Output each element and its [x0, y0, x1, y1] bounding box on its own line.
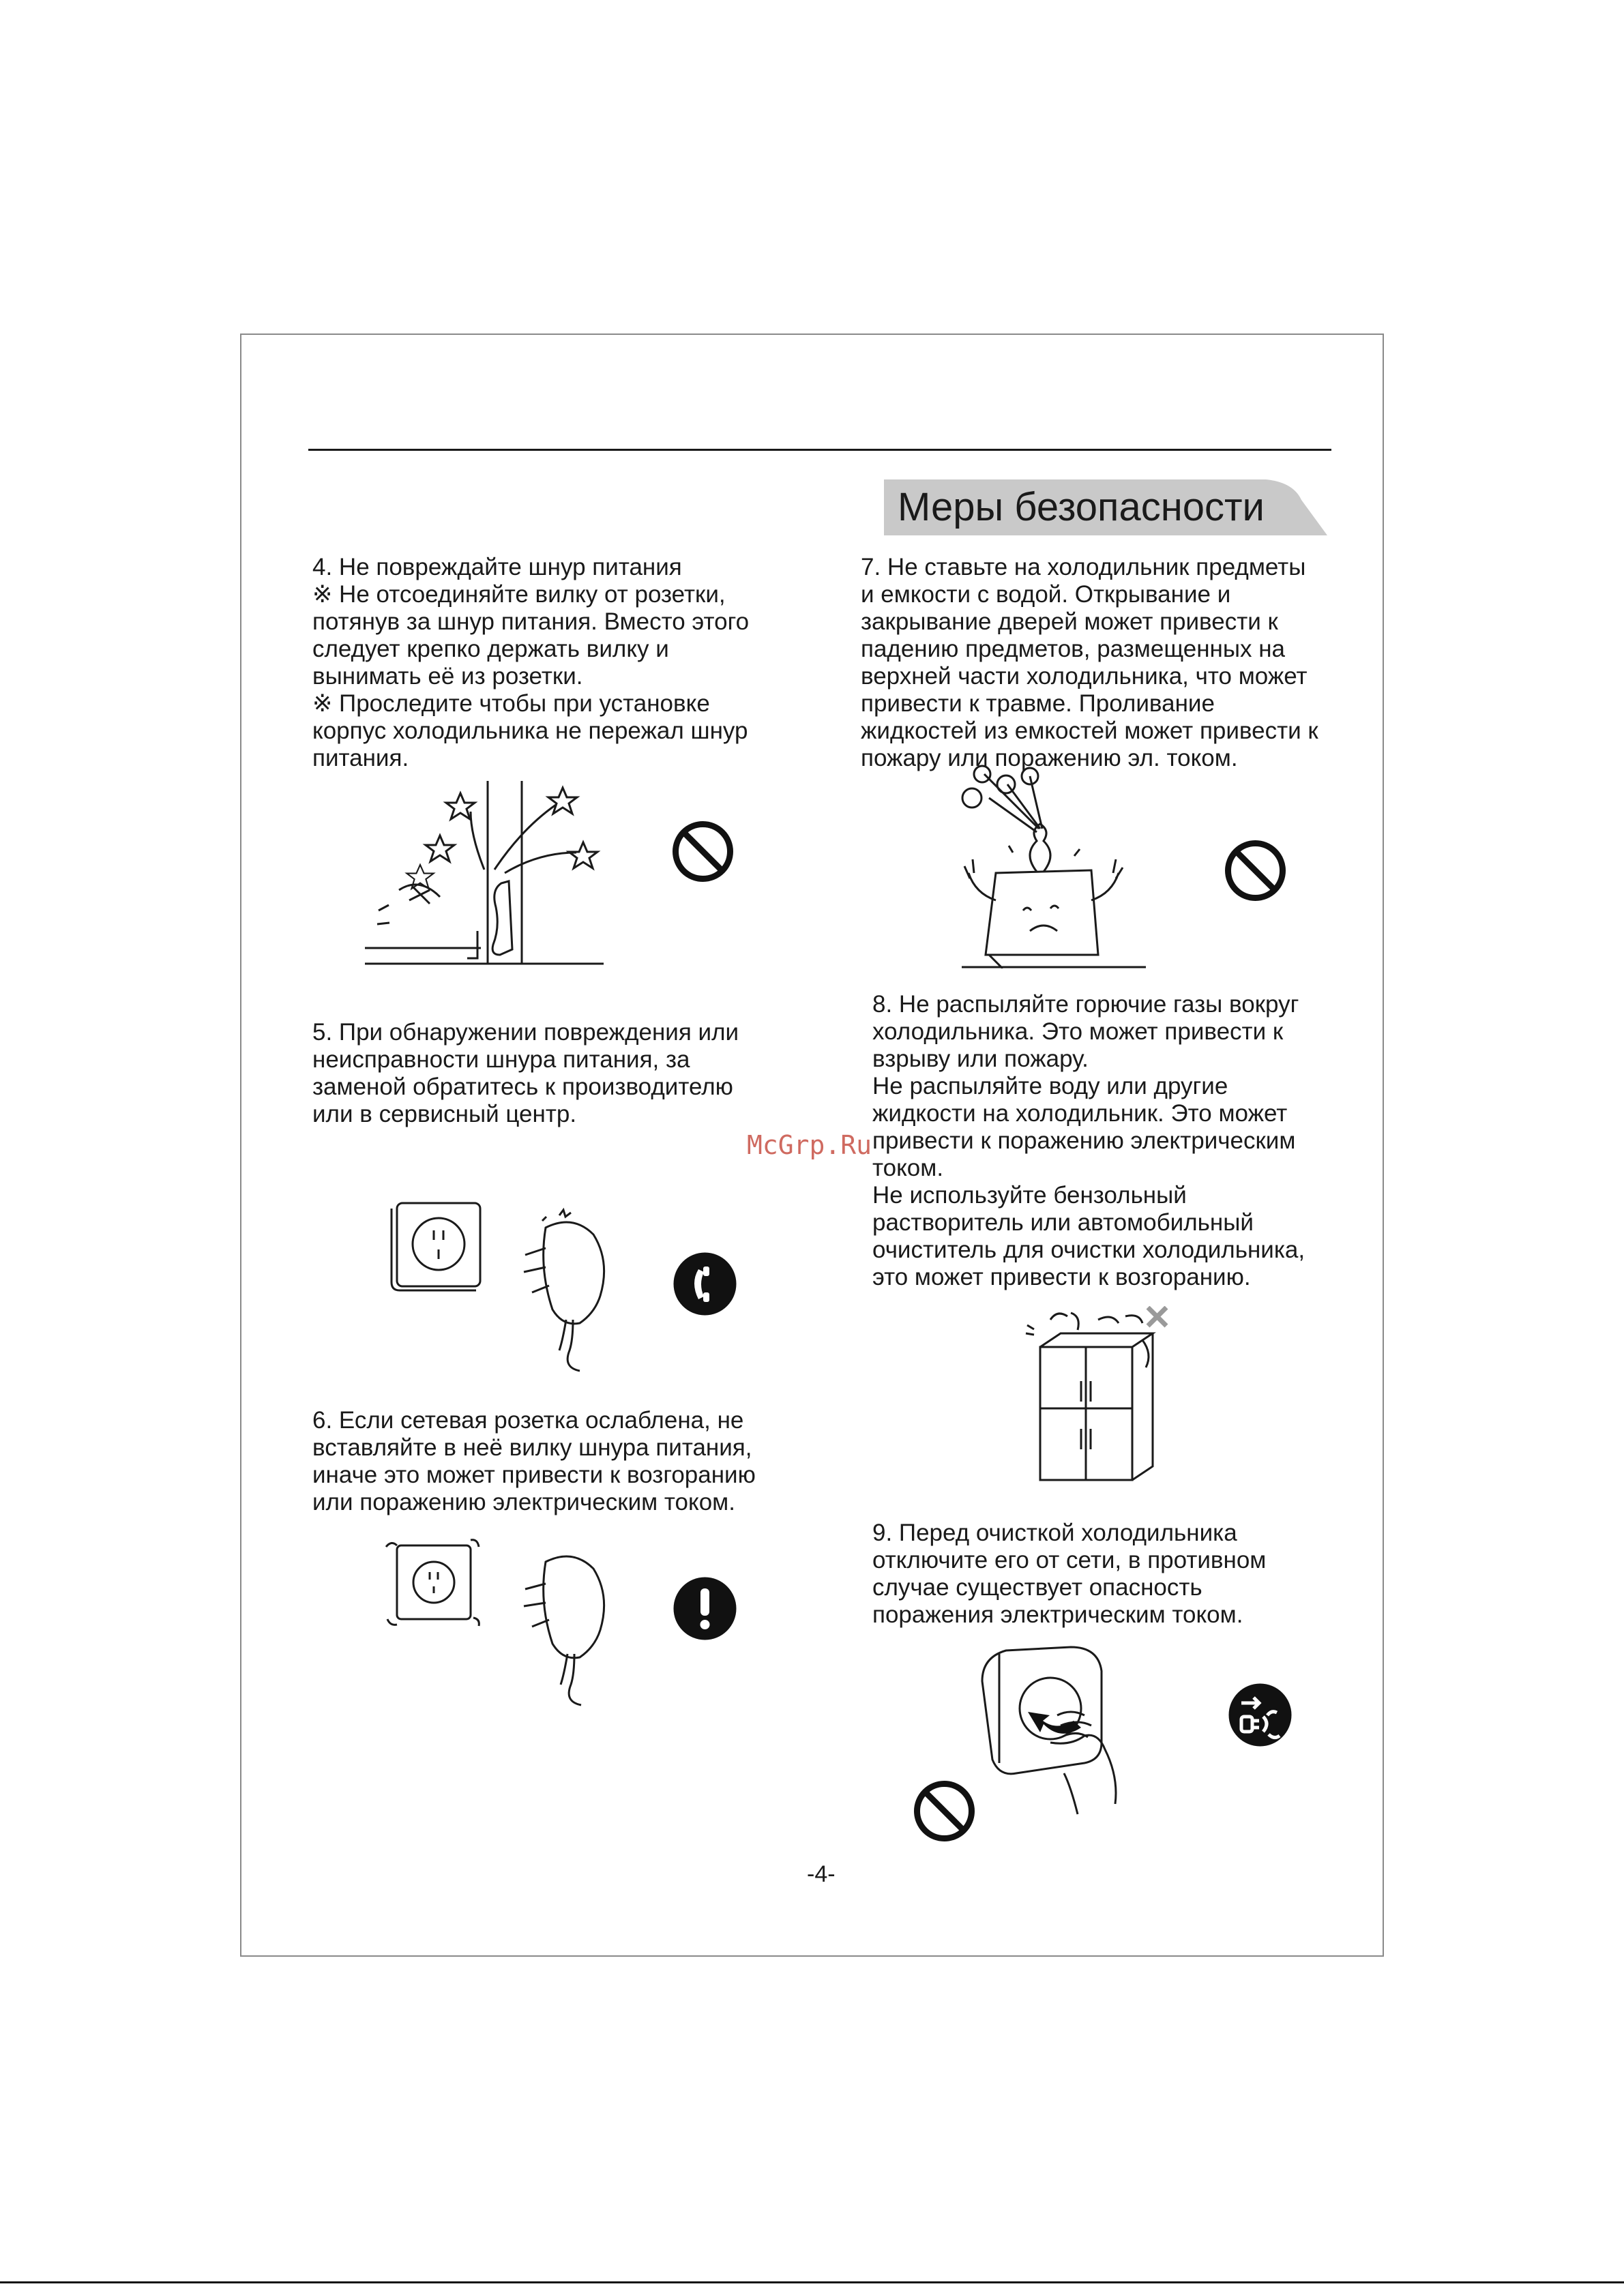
text-line: вынимать её из розетки. — [312, 663, 583, 690]
safety-item-7 — [861, 554, 1318, 772]
text-line: током. — [872, 1155, 944, 1181]
unplug-icon — [1228, 1683, 1293, 1747]
prohibited-icon — [1223, 838, 1288, 903]
text-line: иначе это может привести к возгоранию — [312, 1462, 756, 1488]
text-line: Не распыляйте воду или другие — [872, 1073, 1228, 1099]
text-line: или поражению электрическим током. — [312, 1489, 735, 1515]
plug-illustration — [518, 1548, 621, 1715]
text-line: очиститель для очистки холодильника, — [872, 1237, 1305, 1263]
text-line: жидкости на холодильник. Это может — [872, 1100, 1288, 1127]
text-line: 5. При обнаружении повреждения или — [312, 1019, 739, 1046]
contact-service-icon — [673, 1252, 737, 1316]
pinched-cord-illustration — [358, 774, 617, 972]
fridge-spray-illustration — [1023, 1306, 1180, 1483]
bottom-rule — [0, 2281, 1624, 2283]
text-line: случае существует опасность — [872, 1574, 1202, 1601]
text-line: потянув за шнур питания. Вместо этого — [312, 608, 750, 635]
safety-item-9 — [872, 1520, 1266, 1629]
safety-item-8 — [872, 991, 1305, 1291]
text-line: корпус холодильника не пережал шнур — [312, 717, 748, 744]
text-line: 6. Если сетевая розетка ослаблена, не — [312, 1407, 744, 1434]
prohibited-icon — [912, 1779, 977, 1844]
header-rule — [308, 449, 1331, 451]
text-line: привести к травме. Проливание — [861, 690, 1215, 717]
watermark: McGrp.Ru — [747, 1130, 872, 1160]
text-line: отключите его от сети, в противном — [872, 1547, 1267, 1573]
text-line: верхней части холодильника, что может — [861, 663, 1308, 690]
text-line: взрыву или пожару. — [872, 1046, 1089, 1072]
text-line: ※ Проследите чтобы при установке — [312, 690, 710, 717]
safety-item-5 — [312, 1019, 739, 1128]
text-line: закрывание дверей может привести к — [861, 608, 1278, 635]
text-line: вставляйте в неё вилку шнура питания, — [312, 1434, 752, 1461]
text-line: 9. Перед очисткой холодильника — [872, 1520, 1237, 1546]
text-line: 4. Не повреждайте шнур питания — [312, 554, 682, 580]
text-line: или в сервисный центр. — [312, 1101, 577, 1127]
vase-on-fridge-illustration — [928, 764, 1146, 968]
text-line: растворитель или автомобильный — [872, 1209, 1254, 1236]
text-line: 8. Не распыляйте горючие газы вокруг — [872, 991, 1299, 1018]
loose-socket-illustration — [382, 1535, 484, 1630]
text-line: заменой обратитесь к производителю — [312, 1074, 733, 1100]
wall-socket-illustration — [389, 1195, 491, 1294]
text-line: ※ Не отсоединяйте вилку от розетки, — [312, 581, 726, 608]
text-line: пожару или поражению эл. током. — [861, 745, 1238, 771]
prohibited-icon — [670, 819, 735, 884]
text-line: следует крепко держать вилку и — [312, 636, 669, 662]
safety-item-4 — [312, 554, 749, 772]
text-line: неисправности шнура питания, за — [312, 1046, 690, 1073]
text-line: это может привести к возгоранию. — [872, 1264, 1251, 1290]
text-line: и емкости с водой. Открывание и — [861, 581, 1231, 608]
text-line: поражения электрическим током. — [872, 1601, 1243, 1628]
warning-exclamation-icon — [673, 1576, 737, 1641]
text-line: питания. — [312, 745, 409, 771]
text-line: 7. Не ставьте на холодильник предметы — [861, 554, 1306, 580]
unplug-hand-illustration — [975, 1640, 1139, 1818]
page-title: Меры безопасности — [898, 485, 1265, 529]
damaged-plug-illustration — [518, 1207, 621, 1378]
page-number: -4- — [807, 1861, 836, 1887]
text-line: жидкостей из емкостей может привести к — [861, 717, 1318, 744]
text-line: падению предметов, размещенных на — [861, 636, 1286, 662]
text-line: Не используйте бензольный — [872, 1182, 1187, 1209]
text-line: холодильника. Это может привести к — [872, 1018, 1284, 1045]
text-line: привести к поражению электрическим — [872, 1127, 1296, 1154]
safety-item-6 — [312, 1407, 756, 1516]
